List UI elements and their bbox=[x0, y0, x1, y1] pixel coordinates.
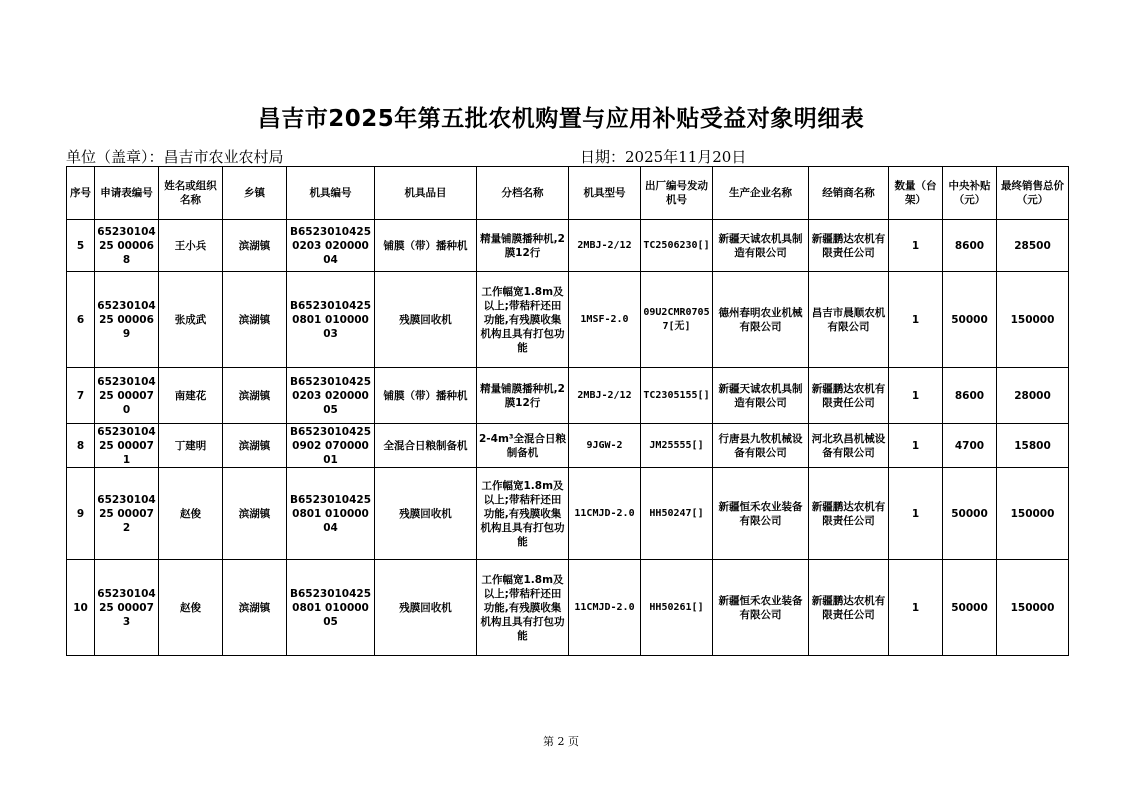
cell-price: 15800 bbox=[997, 424, 1069, 468]
cell-town: 滨湖镇 bbox=[223, 368, 287, 424]
table-header-row bbox=[67, 167, 1069, 220]
cell-serial: TC2305155[] bbox=[641, 368, 713, 424]
cell-machine-no: B65230104250801 01000003 bbox=[287, 272, 375, 368]
subsidy-table bbox=[66, 166, 1069, 656]
header-cell: 乡镇 bbox=[223, 167, 287, 220]
cell-category: 残膜回收机 bbox=[375, 468, 477, 560]
header-cell: 经销商名称 bbox=[809, 167, 889, 220]
header-cell: 最终销售总价（元） bbox=[997, 167, 1069, 220]
table-row bbox=[67, 468, 1069, 560]
cell-dealer: 昌吉市晨顺农机有限公司 bbox=[809, 272, 889, 368]
cell-grade: 工作幅宽1.8m及以上;带秸秆还田功能,有残膜收集机构且具有打包功能 bbox=[477, 272, 569, 368]
table-body bbox=[67, 220, 1069, 656]
cell-name: 南建花 bbox=[159, 368, 223, 424]
cell-subsidy: 4700 bbox=[943, 424, 997, 468]
cell-dealer: 河北玖昌机械设备有限公司 bbox=[809, 424, 889, 468]
cell-app-no: 6523010425 000070 bbox=[95, 368, 159, 424]
header-cell: 机具型号 bbox=[569, 167, 641, 220]
cell-qty: 1 bbox=[889, 368, 943, 424]
cell-serial: 09U2CMR0705 7[无] bbox=[641, 272, 713, 368]
table-row bbox=[67, 368, 1069, 424]
cell-machine-no: B65230104250801 01000005 bbox=[287, 560, 375, 656]
header-cell: 出厂编号发动机号 bbox=[641, 167, 713, 220]
cell-machine-no: B65230104250203 02000004 bbox=[287, 220, 375, 272]
cell-model: 2MBJ-2/12 bbox=[569, 220, 641, 272]
cell-subsidy: 50000 bbox=[943, 560, 997, 656]
cell-subsidy: 8600 bbox=[943, 368, 997, 424]
header-cell: 机具品目 bbox=[375, 167, 477, 220]
cell-app-no: 6523010425 000069 bbox=[95, 272, 159, 368]
cell-name: 赵俊 bbox=[159, 468, 223, 560]
cell-category: 残膜回收机 bbox=[375, 560, 477, 656]
cell-no: 5 bbox=[67, 220, 95, 272]
cell-model: 11CMJD-2.0 bbox=[569, 468, 641, 560]
cell-category: 全混合日粮制备机 bbox=[375, 424, 477, 468]
date-label: 日期：2025年11月20日 bbox=[580, 148, 747, 166]
table-row bbox=[67, 560, 1069, 656]
cell-model: 1MSF-2.0 bbox=[569, 272, 641, 368]
cell-maker: 新疆恒禾农业装备有限公司 bbox=[713, 468, 809, 560]
cell-town: 滨湖镇 bbox=[223, 424, 287, 468]
header-cell: 序号 bbox=[67, 167, 95, 220]
cell-subsidy: 50000 bbox=[943, 272, 997, 368]
cell-name: 丁建明 bbox=[159, 424, 223, 468]
cell-no: 8 bbox=[67, 424, 95, 468]
cell-model: 11CMJD-2.0 bbox=[569, 560, 641, 656]
cell-category: 残膜回收机 bbox=[375, 272, 477, 368]
cell-grade: 工作幅宽1.8m及以上;带秸秆还田功能,有残膜收集机构且具有打包功能 bbox=[477, 560, 569, 656]
cell-machine-no: B65230104250801 01000004 bbox=[287, 468, 375, 560]
cell-app-no: 6523010425 000071 bbox=[95, 424, 159, 468]
cell-name: 赵俊 bbox=[159, 560, 223, 656]
table-row bbox=[67, 424, 1069, 468]
header-cell: 生产企业名称 bbox=[713, 167, 809, 220]
cell-subsidy: 8600 bbox=[943, 220, 997, 272]
cell-no: 9 bbox=[67, 468, 95, 560]
cell-category: 铺膜（带）播种机 bbox=[375, 220, 477, 272]
header-cell: 分档名称 bbox=[477, 167, 569, 220]
cell-price: 150000 bbox=[997, 560, 1069, 656]
header-cell: 数量（台架） bbox=[889, 167, 943, 220]
cell-maker: 德州春明农业机械有限公司 bbox=[713, 272, 809, 368]
cell-maker: 行唐县九牧机械设备有限公司 bbox=[713, 424, 809, 468]
cell-model: 2MBJ-2/12 bbox=[569, 368, 641, 424]
cell-maker: 新疆恒禾农业装备有限公司 bbox=[713, 560, 809, 656]
header-cell: 姓名或组织名称 bbox=[159, 167, 223, 220]
page-number: 第 2 页 bbox=[543, 735, 579, 748]
cell-town: 滨湖镇 bbox=[223, 468, 287, 560]
cell-machine-no: B65230104250902 07000001 bbox=[287, 424, 375, 468]
cell-dealer: 新疆鹏达农机有限责任公司 bbox=[809, 220, 889, 272]
cell-app-no: 6523010425 000068 bbox=[95, 220, 159, 272]
cell-qty: 1 bbox=[889, 468, 943, 560]
cell-dealer: 新疆鹏达农机有限责任公司 bbox=[809, 560, 889, 656]
cell-serial: HH50247[] bbox=[641, 468, 713, 560]
cell-app-no: 6523010425 000073 bbox=[95, 560, 159, 656]
header-cell: 申请表编号 bbox=[95, 167, 159, 220]
cell-dealer: 新疆鹏达农机有限责任公司 bbox=[809, 468, 889, 560]
cell-name: 张成武 bbox=[159, 272, 223, 368]
cell-serial: HH50261[] bbox=[641, 560, 713, 656]
table-row bbox=[67, 272, 1069, 368]
cell-name: 王小兵 bbox=[159, 220, 223, 272]
cell-maker: 新疆天诚农机具制造有限公司 bbox=[713, 368, 809, 424]
cell-price: 150000 bbox=[997, 272, 1069, 368]
cell-price: 150000 bbox=[997, 468, 1069, 560]
cell-qty: 1 bbox=[889, 272, 943, 368]
cell-category: 铺膜（带）播种机 bbox=[375, 368, 477, 424]
cell-no: 7 bbox=[67, 368, 95, 424]
cell-grade: 精量铺膜播种机,2膜12行 bbox=[477, 368, 569, 424]
unit-label: 单位（盖章）：昌吉市农业农村局 bbox=[66, 148, 284, 166]
cell-serial: TC2506230[] bbox=[641, 220, 713, 272]
cell-subsidy: 50000 bbox=[943, 468, 997, 560]
cell-town: 滨湖镇 bbox=[223, 560, 287, 656]
cell-price: 28500 bbox=[997, 220, 1069, 272]
cell-grade: 精量铺膜播种机,2膜12行 bbox=[477, 220, 569, 272]
cell-serial: JM25555[] bbox=[641, 424, 713, 468]
cell-machine-no: B65230104250203 02000005 bbox=[287, 368, 375, 424]
cell-qty: 1 bbox=[889, 560, 943, 656]
cell-no: 10 bbox=[67, 560, 95, 656]
cell-model: 9JGW-2 bbox=[569, 424, 641, 468]
cell-qty: 1 bbox=[889, 220, 943, 272]
cell-no: 6 bbox=[67, 272, 95, 368]
header-cell: 中央补贴（元） bbox=[943, 167, 997, 220]
table-row bbox=[67, 220, 1069, 272]
cell-app-no: 6523010425 000072 bbox=[95, 468, 159, 560]
cell-dealer: 新疆鹏达农机有限责任公司 bbox=[809, 368, 889, 424]
cell-grade: 2-4m³全混合日粮制备机 bbox=[477, 424, 569, 468]
cell-maker: 新疆天诚农机具制造有限公司 bbox=[713, 220, 809, 272]
header-cell: 机具编号 bbox=[287, 167, 375, 220]
cell-town: 滨湖镇 bbox=[223, 220, 287, 272]
cell-grade: 工作幅宽1.8m及以上;带秸秆还田功能,有残膜收集机构且具有打包功能 bbox=[477, 468, 569, 560]
cell-town: 滨湖镇 bbox=[223, 272, 287, 368]
cell-qty: 1 bbox=[889, 424, 943, 468]
cell-price: 28000 bbox=[997, 368, 1069, 424]
page-title: 昌吉市2025年第五批农机购置与应用补贴受益对象明细表 bbox=[257, 106, 865, 132]
